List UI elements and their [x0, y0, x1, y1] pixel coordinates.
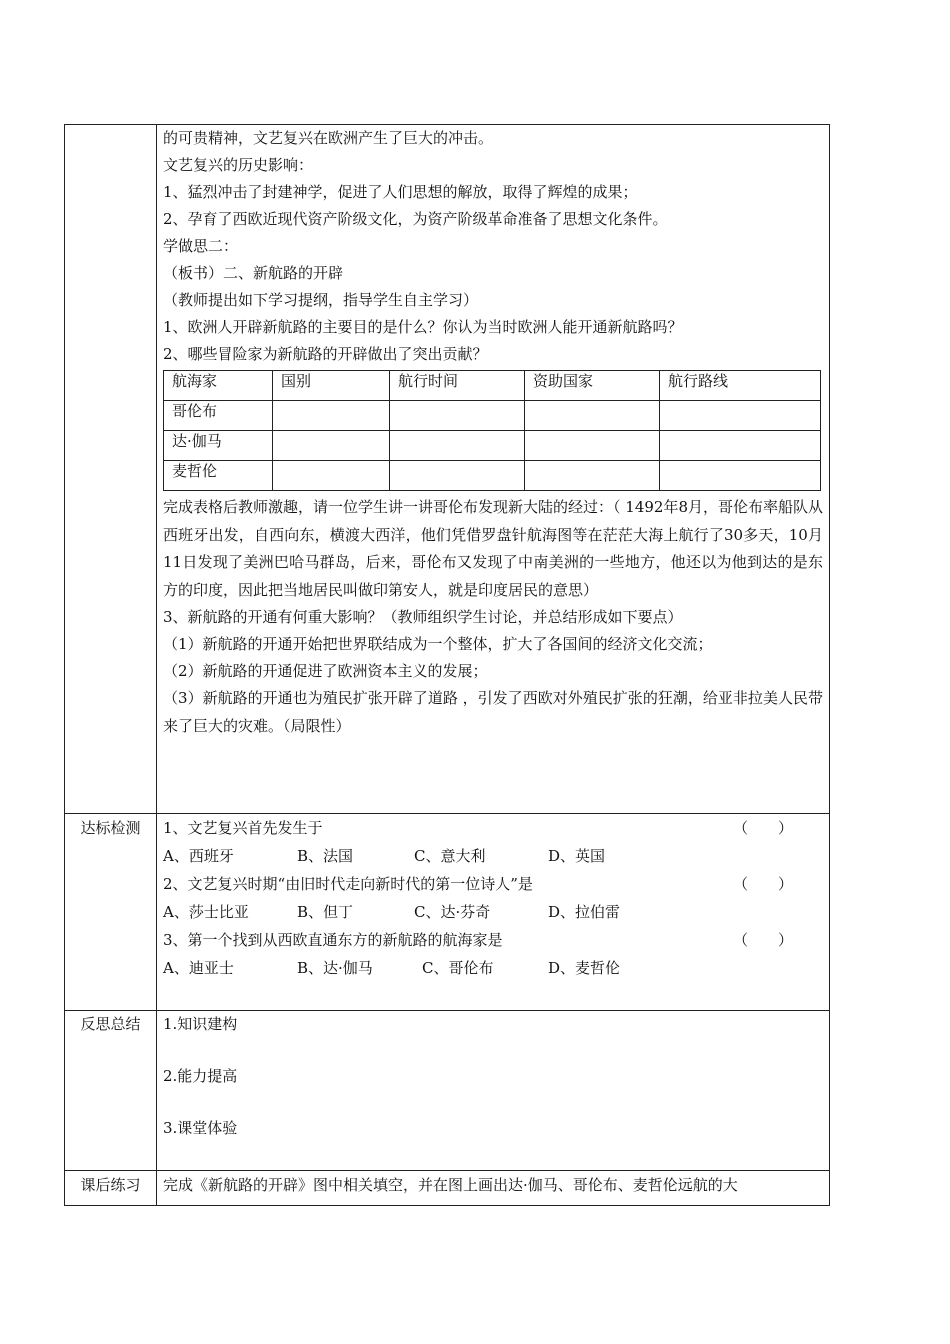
text-line: 学做思二： — [163, 237, 239, 255]
answer-blank[interactable]: （ ） — [732, 875, 793, 893]
empty-cell[interactable] — [390, 431, 525, 461]
answer-blank[interactable]: （ ） — [732, 819, 793, 837]
empty-cell[interactable] — [525, 431, 660, 461]
empty-cell[interactable] — [273, 431, 390, 461]
quiz-options — [163, 954, 827, 982]
text-line: （教师提出如下学习提纲，指导学生自主学习） — [163, 291, 479, 309]
point-1: （1）新航路的开通开始把世界联结成为一个整体，扩大了各国间的经济文化交流； — [163, 635, 713, 653]
text-line: 文艺复兴的历史影响： — [163, 156, 314, 174]
column-divider — [156, 125, 157, 1205]
empty-cell[interactable] — [660, 461, 821, 491]
table-row — [164, 401, 821, 431]
row-divider — [65, 1170, 829, 1171]
section-label-fansi: 反思总结 — [80, 1015, 141, 1033]
option[interactable]: A、迪亚士 — [163, 959, 234, 977]
point-2: （2）新航路的开通促进了欧洲资本主义的发展； — [163, 662, 488, 680]
quiz-options — [163, 898, 827, 926]
option[interactable]: C、意大利 — [414, 847, 486, 865]
empty-cell[interactable] — [390, 401, 525, 431]
homework-text: 完成《新航路的开辟》图中相关填空，并在图上画出达·伽马、哥伦布、麦哲伦远航的大 — [163, 1176, 738, 1194]
section-label-dabiao: 达标检测 — [80, 819, 141, 837]
option[interactable]: B、但丁 — [297, 903, 354, 921]
text-line: （板书）二、新航路的开辟 — [163, 264, 344, 282]
table-cell: 麦哲伦 — [164, 461, 273, 491]
table-cell: 哥伦布 — [164, 401, 273, 431]
dabiao-content — [163, 814, 827, 982]
point-3: （3）新航路的开通也为殖民扩张开辟了道路 ，引发了西欧对外殖民扩张的狂潮，给亚非拉美人民带来了巨大的灾难。（局限性） — [163, 689, 823, 735]
row-divider — [65, 1010, 829, 1011]
table-header: 国别 — [273, 371, 390, 401]
empty-cell[interactable] — [390, 461, 525, 491]
table-row — [164, 461, 821, 491]
empty-cell[interactable] — [660, 401, 821, 431]
option[interactable]: B、法国 — [297, 847, 354, 865]
table-header: 资助国家 — [525, 371, 660, 401]
text-line: 的可贵精神，文艺复兴在欧洲产生了巨大的冲击。 — [163, 129, 494, 147]
table-header: 航行路线 — [660, 371, 821, 401]
main-content-cell — [163, 125, 823, 740]
option[interactable]: D、拉伯雷 — [548, 903, 621, 921]
quiz-question: 3、第一个找到从西欧直通东方的新航路的航海家是 （ ） — [163, 926, 827, 954]
text-line: 2、孕育了西欧近现代资产阶级文化，为资产阶级革命准备了思想文化条件。 — [163, 210, 668, 228]
text-line: 1、猛烈冲击了封建神学，促进了人们思想的解放，取得了辉煌的成果； — [163, 183, 638, 201]
option[interactable]: D、英国 — [548, 847, 606, 865]
section-label-kehou: 课后练习 — [80, 1176, 141, 1194]
empty-cell[interactable] — [525, 461, 660, 491]
option[interactable]: D、麦哲伦 — [548, 959, 621, 977]
table-header: 航行时间 — [390, 371, 525, 401]
reflection-item: 2.能力提高 — [163, 1067, 238, 1085]
fansi-content — [163, 1012, 237, 1140]
option[interactable]: C、达·芬奇 — [414, 903, 491, 921]
question-3: 3、新航路的开通有何重大影响？（教师组织学生讨论，并总结形成如下要点） — [163, 608, 683, 626]
navigators-table — [163, 370, 821, 491]
quiz-question: 2、文艺复兴时期“由旧时代走向新时代的第一位诗人”是 （ ） — [163, 870, 827, 898]
table-cell: 达·伽马 — [164, 431, 273, 461]
text-line: 1、欧洲人开辟新航路的主要目的是什么？你认为当时欧洲人能开通新航路吗？ — [163, 318, 683, 336]
option[interactable]: B、达·伽马 — [297, 959, 373, 977]
option[interactable]: A、西班牙 — [163, 847, 234, 865]
columbus-paragraph: 完成表格后教师激趣，请一位学生讲一讲哥伦布发现新大陆的经过：（ 1492年8月，哥伦布率船队从西班牙出发，自西向东，横渡大西洋，他们凭借罗盘针航海图等在茫茫大海上航行了30多天，10月11日发现了美洲巴哈马群岛，后来，哥伦布又发现了中南美洲的一些地方，他还以为他到达的是东方的印度，因此把当地居民叫做印第安人，就是印度居民的意思） — [163, 498, 823, 599]
empty-cell[interactable] — [273, 401, 390, 431]
option[interactable]: C、哥伦布 — [422, 959, 494, 977]
table-header: 航海家 — [164, 371, 273, 401]
lesson-plan-table — [64, 124, 830, 1206]
answer-blank[interactable]: （ ） — [732, 931, 793, 949]
empty-cell[interactable] — [660, 431, 821, 461]
quiz-question: 1、文艺复兴首先发生于 （ ） — [163, 814, 827, 842]
quiz-options — [163, 842, 827, 870]
reflection-item: 3.课堂体验 — [163, 1119, 238, 1137]
empty-cell[interactable] — [525, 401, 660, 431]
option[interactable]: A、莎士比亚 — [163, 903, 249, 921]
reflection-item: 1.知识建构 — [163, 1015, 238, 1033]
text-line: 2、哪些冒险家为新航路的开辟做出了突出贡献？ — [163, 345, 488, 363]
empty-cell[interactable] — [273, 461, 390, 491]
table-row — [164, 431, 821, 461]
